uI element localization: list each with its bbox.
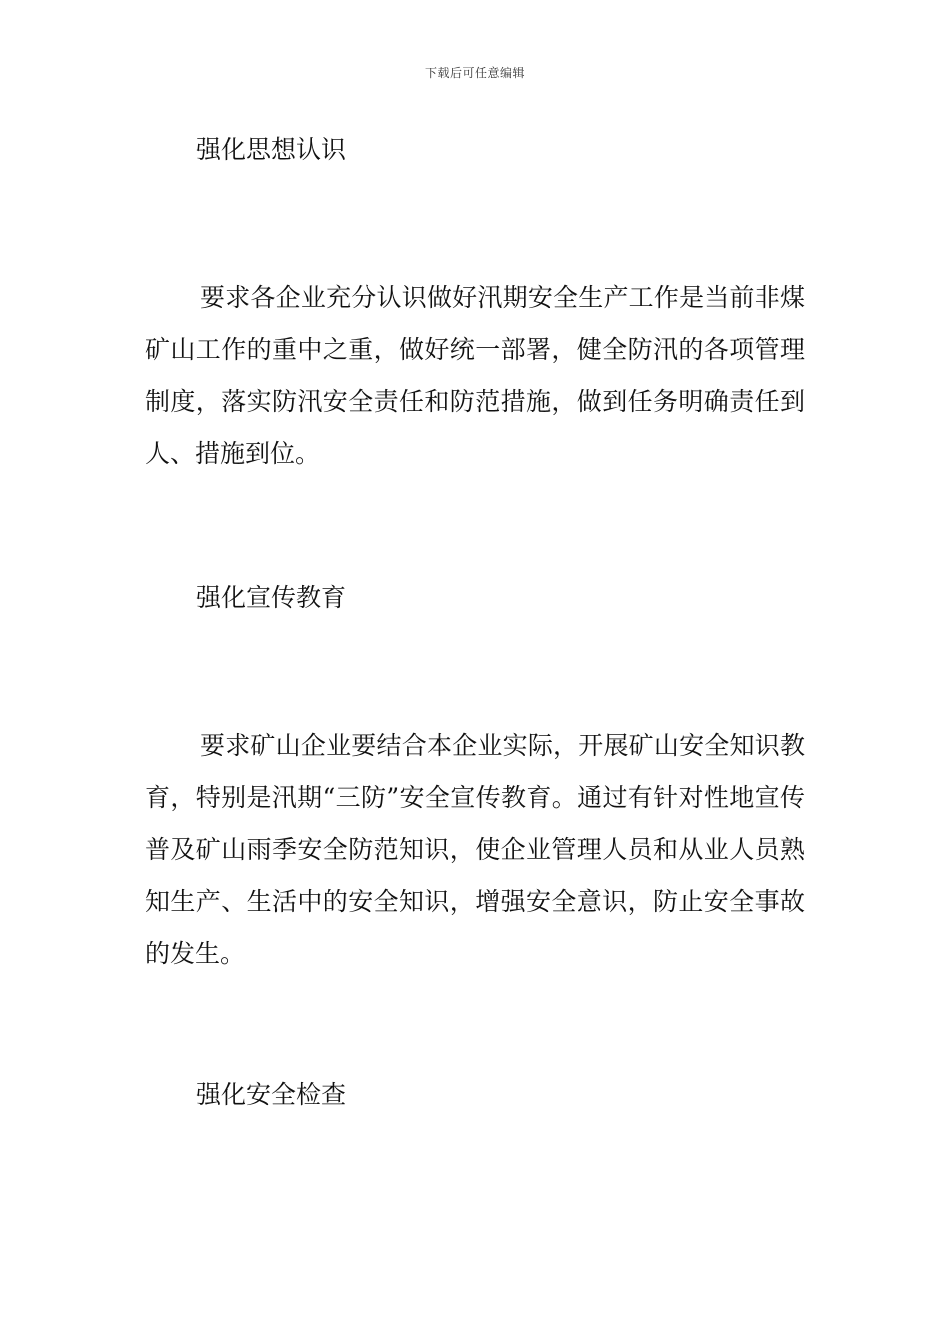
header-note: 下载后可任意编辑 [424,66,525,80]
section-paragraph-publicity: 要求矿山企业要结合本企业实际，开展矿山安全知识教育，特别是汛期“三防”安全宣传教育。通过有针对性地宣传普及矿山雨季安全防范知识，使企业管理人员和从业人员熟知生产、生活中的安全知识，增强安全意识，防止安全事故的发生。 [145,731,805,968]
section-heading-thought: 强化思想认识 [196,135,347,164]
section-paragraph-thought: 要求各企业充分认识做好汛期安全生产工作是当前非煤矿山工作的重中之重，做好统一部署，健全防汛的各项管理制度，落实防汛安全责任和防范措施，做到任务明确责任到人、措施到位。 [145,283,805,468]
section-heading-publicity: 强化宣传教育 [196,583,347,612]
section-heading-inspection: 强化安全检查 [196,1080,347,1109]
